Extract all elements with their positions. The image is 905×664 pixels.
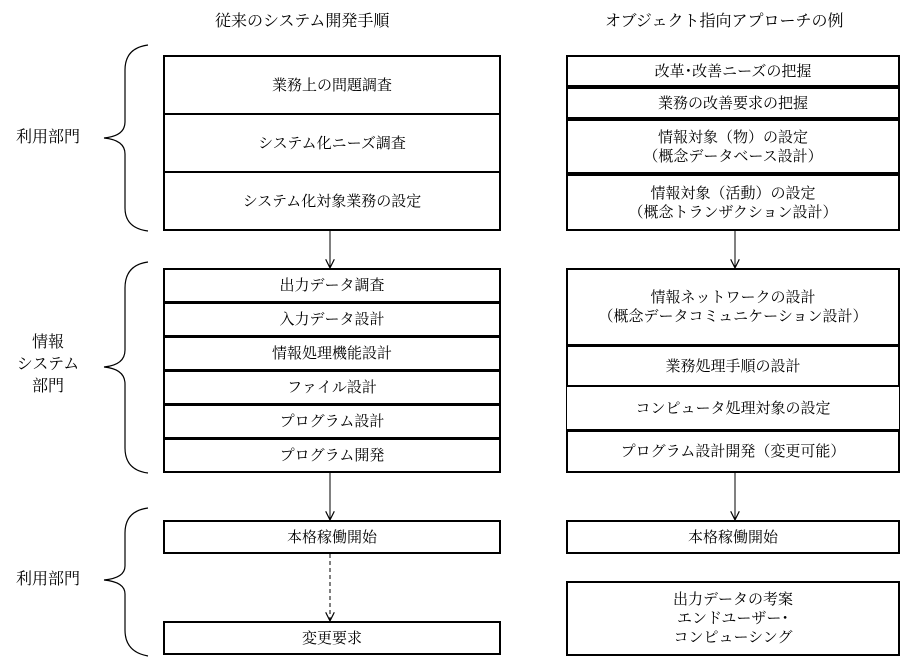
right-box-business-procedure-design: 業務処理手順の設計 [566, 345, 900, 387]
right-box-full-operation-start: 本格稼働開始 [566, 520, 900, 554]
side-label-is-line3: 部門 [31, 376, 64, 395]
right-box-info-object-activity: 情報対象（活動）の設定 （概念トランザクション設計） [566, 174, 900, 231]
right-box-program-design-development: プログラム設計開発（変更可能） [566, 430, 900, 473]
right-box-computer-target-setting: コンピュータ処理対象の設定 [566, 386, 900, 430]
header-object-oriented: オブジェクト指向アプローチの例 [605, 11, 844, 30]
end-user-line2: エンドユーザー･ [677, 609, 789, 627]
left-box-file-design: ファイル設計 [163, 370, 501, 405]
brace-middle [104, 262, 148, 473]
side-label-is-line2: システム [16, 354, 80, 373]
side-label-user-dept-top: 利用部門 [15, 127, 80, 146]
end-user-line1: 出力データの考案 [672, 590, 793, 608]
right-box-info-network-design: 情報ネットワークの設計 （概念データコミュニケーション設計） [566, 268, 900, 346]
side-label-is-line1: 情報 [31, 332, 64, 351]
left-box-program-development: プログラム開発 [163, 438, 501, 473]
left-box-info-processing-design: 情報処理機能設計 [163, 336, 501, 371]
end-user-line3: コンピューシング [673, 628, 793, 646]
right-box-improvement-requests: 業務の改善要求の把握 [566, 87, 900, 119]
brace-top [104, 45, 148, 231]
left-box-change-request: 変更要求 [163, 621, 501, 655]
right-box-info-object-thing: 情報対象（物）の設定 （概念データベース設計） [566, 119, 900, 174]
left-box-output-data-survey: 出力データ調査 [163, 268, 501, 303]
left-box-target-business-setting: システム化対象業務の設定 [163, 171, 501, 231]
left-box-program-design: プログラム設計 [163, 404, 501, 439]
left-box-input-data-design: 入力データ設計 [163, 302, 501, 337]
side-label-user-dept-bottom: 利用部門 [15, 569, 80, 588]
left-box-business-problem-survey: 業務上の問題調査 [163, 55, 501, 115]
brace-bottom [104, 508, 148, 656]
right-box-reform-needs: 改革･改善ニーズの把握 [566, 55, 900, 87]
header-traditional: 従来のシステム開発手順 [215, 11, 390, 30]
left-box-systemization-needs-survey: システム化ニーズ調査 [163, 113, 501, 173]
left-box-full-operation-start: 本格稼働開始 [163, 520, 501, 554]
